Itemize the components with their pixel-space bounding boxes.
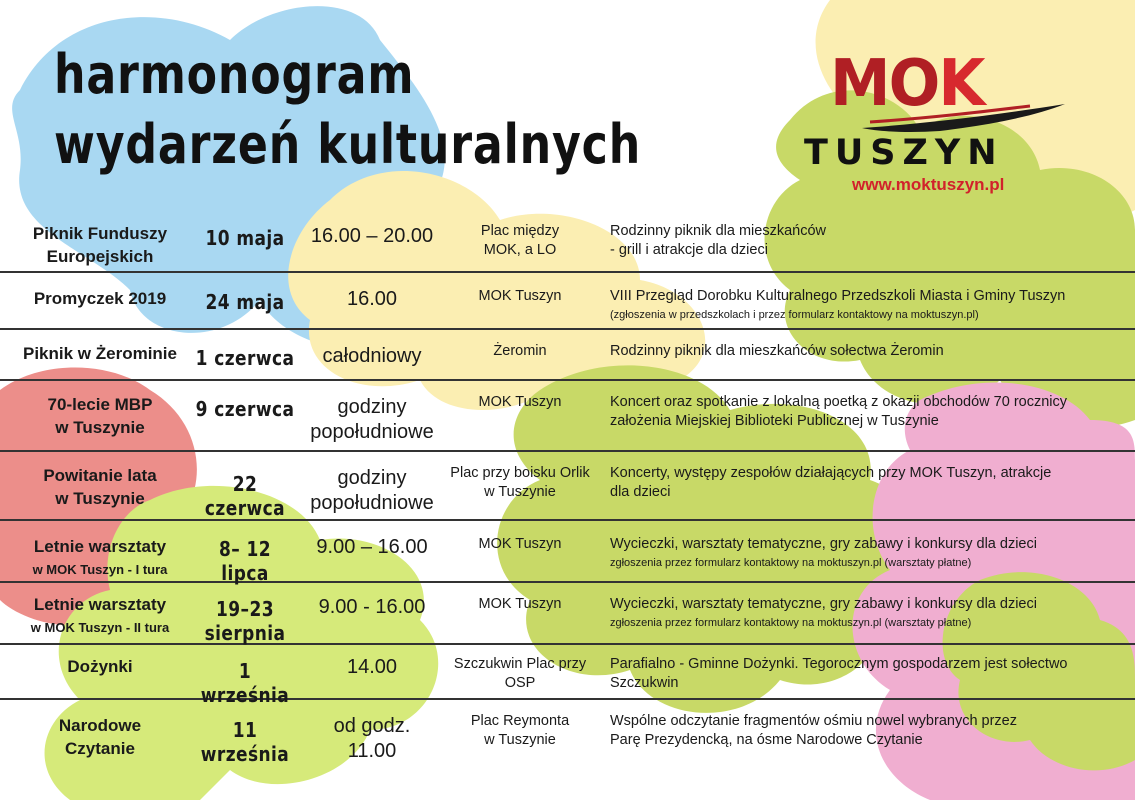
event-time: całodniowy: [322, 345, 422, 367]
event-place: Plac Reymonta w Tuszynie: [470, 713, 570, 748]
page-title-line-2: wydarzeń kulturalnych: [54, 113, 642, 176]
event-description: Wycieczki, warsztaty tematyczne, gry zabawy i konkursy dla dzieci zgłoszenia przez formularz kontaktowy na moktuszyn.pl (warsztaty płatne): [610, 536, 1037, 569]
mok-tuszyn-logo: [800, 47, 1070, 200]
event-date: 22 czerwca: [204, 472, 286, 520]
logo-wordmark-mo: MO: [830, 47, 939, 121]
table-row: [0, 273, 1135, 330]
table-row: [0, 381, 1135, 452]
event-time: od godz. 11.00: [333, 715, 411, 762]
website-link[interactable]: www.moktuszyn.pl: [852, 175, 1005, 194]
event-description: Wycieczki, warsztaty tematyczne, gry zabawy i konkursy dla dzieci zgłoszenia przez formularz kontaktowy na moktuszyn.pl (warsztaty płatne): [610, 596, 1037, 629]
logo-swoosh-icon: [860, 98, 1070, 134]
event-name: Narodowe Czytanie: [58, 716, 142, 758]
event-place: MOK Tuszyn: [478, 394, 562, 410]
event-place: MOK Tuszyn: [478, 536, 562, 552]
event-description: Rodzinny piknik dla mieszkańców sołectwa Żeromin: [610, 343, 944, 359]
table-row: [0, 216, 1135, 273]
event-description: Wspólne odczytanie fragmentów ośmiu nowel wybranych przez Parę Prezydencką, na ósme Narodowe Czytanie: [610, 713, 1017, 748]
event-date: 8– 12 lipca: [218, 537, 272, 585]
event-name: Powitanie lata w Tuszynie: [43, 466, 157, 508]
event-description: VIII Przegląd Dorobku Kulturalnego Przedszkoli Miasta i Gminy Tuszyn (zgłoszenia w przedszkolach i przez formularz kontaktowy na moktuszyn.pl): [610, 288, 1066, 321]
event-name: Letnie warsztaty w MOK Tuszyn - I tura: [32, 537, 168, 577]
event-date: 19–23 sierpnia: [204, 597, 286, 645]
event-time: 9.00 – 16.00: [316, 536, 428, 558]
event-description: Koncerty, występy zespołów działających przy MOK Tuszyn, atrakcje dla dzieci: [610, 465, 1052, 500]
event-place: MOK Tuszyn: [478, 596, 562, 612]
table-row: [0, 645, 1135, 707]
event-time: godziny popołudniowe: [310, 467, 434, 514]
event-place: MOK Tuszyn: [478, 288, 562, 304]
logo-wordmark-k: K: [938, 47, 984, 121]
event-date: 11 września: [200, 718, 290, 766]
event-description: Koncert oraz spotkanie z lokalną poetką z okazji obchodów 70 rocznicy założenia Miejskiej Biblioteki Publicznej w Tuszynie: [610, 394, 1068, 429]
event-description: Rodzinny piknik dla mieszkańców - grill i atrakcje dla dzieci: [610, 223, 826, 258]
event-name: 70-lecie MBP w Tuszynie: [47, 395, 153, 437]
event-name: Piknik Funduszy Europejskich: [32, 224, 168, 266]
event-name: Dożynki: [67, 657, 133, 676]
event-name: Piknik w Żerominie: [23, 344, 177, 363]
event-date: 10 maja: [205, 226, 285, 250]
logo-subtitle: TUSZYN: [804, 133, 1004, 173]
event-place: Plac między MOK, a LO: [480, 223, 560, 258]
event-description: Parafialno - Gminne Dożynki. Tegorocznym gospodarzem jest sołectwo Szczukwin: [610, 656, 1068, 691]
table-row: [0, 330, 1135, 381]
event-place: Szczukwin Plac przy OSP: [453, 656, 587, 691]
table-row: [0, 452, 1135, 521]
event-name: Letnie warsztaty w MOK Tuszyn - II tura: [30, 595, 170, 635]
event-place: Żeromin: [493, 343, 547, 359]
event-time: 16.00 – 20.00: [310, 225, 434, 247]
event-time: 9.00 - 16.00: [318, 596, 426, 618]
event-time: godziny popołudniowe: [310, 396, 434, 443]
event-date: 9 czerwca: [195, 397, 295, 421]
event-date: 1 września: [200, 659, 290, 707]
table-row: [0, 583, 1135, 645]
table-row: [0, 700, 1135, 772]
event-time: 14.00: [346, 656, 398, 678]
event-place: Plac przy boisku Orlik w Tuszynie: [450, 465, 590, 500]
page-title-line-1: harmonogram: [54, 43, 415, 106]
event-time: 16.00: [346, 288, 398, 310]
event-date: 1 czerwca: [195, 346, 295, 370]
event-name: Promyczek 2019: [33, 289, 167, 308]
event-date: 24 maja: [205, 290, 285, 314]
table-row: [0, 521, 1135, 583]
